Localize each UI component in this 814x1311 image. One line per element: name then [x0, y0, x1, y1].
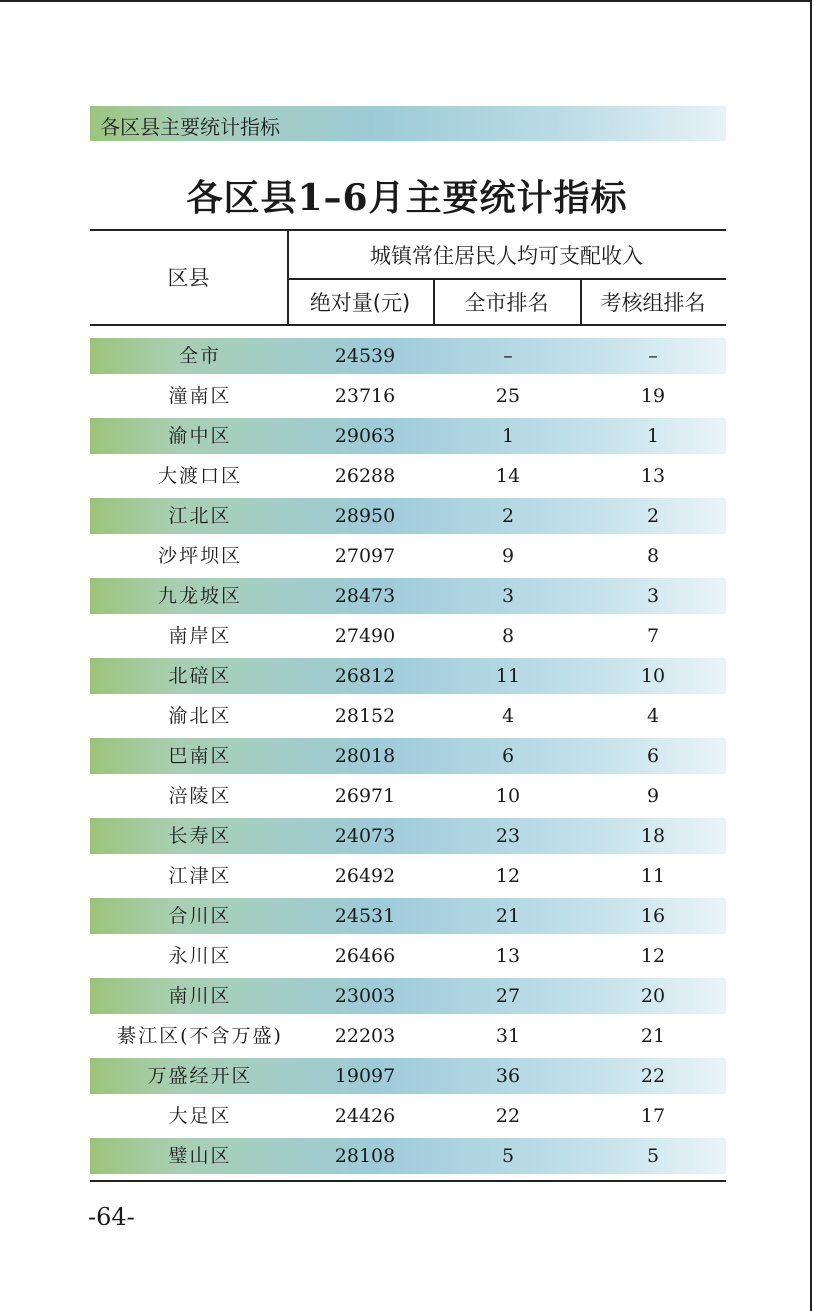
city-rank-cell: 3 [501, 585, 515, 607]
group-rank-cell: 17 [640, 1105, 666, 1127]
district-cell: 全市 [178, 345, 221, 367]
group-rank-cell: 5 [646, 1145, 660, 1167]
value-cell: 27097 [334, 545, 396, 567]
group-rank-cell: 9 [646, 785, 660, 807]
value-cell: 24426 [334, 1105, 396, 1127]
value-cell: 26288 [334, 465, 396, 487]
city-rank-cell: 21 [495, 905, 521, 927]
table-row [90, 538, 726, 574]
district-cell: 南川区 [168, 985, 232, 1007]
section-banner-label: 各区县主要统计指标 [100, 115, 280, 139]
value-cell: 24539 [334, 345, 396, 367]
district-cell: 南岸区 [168, 625, 232, 647]
value-cell: 28018 [334, 745, 396, 767]
group-rank-cell: 7 [646, 625, 660, 647]
header-group-rank: 考核组排名 [600, 291, 706, 315]
table-row [90, 618, 726, 654]
district-cell: 潼南区 [168, 385, 232, 407]
city-rank-cell: 9 [501, 545, 515, 567]
district-cell: 綦江区(不含万盛) [117, 1025, 283, 1047]
table-row [90, 458, 726, 494]
city-rank-cell: 36 [495, 1065, 521, 1087]
group-rank-cell: 13 [640, 465, 666, 487]
group-rank-cell: 4 [646, 705, 660, 727]
city-rank-cell: 12 [495, 865, 521, 887]
value-cell: 24073 [334, 825, 396, 847]
city-rank-cell: 11 [495, 665, 521, 687]
table-row [90, 938, 726, 974]
city-rank-cell: 1 [501, 425, 515, 447]
group-rank-cell: 16 [640, 905, 666, 927]
page-frame-top [0, 0, 812, 2]
table-top-rule [90, 229, 726, 231]
district-cell: 江北区 [168, 505, 232, 527]
value-cell: 26492 [334, 865, 396, 887]
district-cell: 大渡口区 [157, 465, 242, 487]
district-cell: 九龙坡区 [157, 585, 242, 607]
city-rank-cell: 23 [495, 825, 521, 847]
group-rank-cell: 1 [646, 425, 660, 447]
group-rank-cell: 18 [640, 825, 666, 847]
page-number: -64- [88, 1203, 135, 1231]
city-rank-cell: 6 [501, 745, 515, 767]
value-cell: 19097 [334, 1065, 396, 1087]
group-rank-cell: – [648, 345, 658, 367]
table-row [90, 898, 726, 934]
table-row [90, 978, 726, 1014]
group-rank-cell: 22 [640, 1065, 666, 1087]
value-cell: 27490 [334, 625, 396, 647]
value-cell: 22203 [334, 1025, 396, 1047]
table-row [90, 818, 726, 854]
value-cell: 26812 [334, 665, 396, 687]
district-cell: 涪陵区 [168, 785, 232, 807]
table-bottom-rule [90, 1180, 726, 1182]
table-row [90, 1058, 726, 1094]
page-title: 各区县1–6月主要统计指标 [186, 177, 628, 219]
city-rank-cell: 14 [495, 465, 521, 487]
city-rank-cell: 10 [495, 785, 521, 807]
district-cell: 沙坪坝区 [157, 545, 242, 567]
group-rank-cell: 10 [640, 665, 666, 687]
city-rank-cell: 27 [495, 985, 521, 1007]
value-cell: 28473 [334, 585, 396, 607]
header-city-rank: 全市排名 [464, 291, 549, 315]
value-cell: 23003 [334, 985, 396, 1007]
district-cell: 北碚区 [168, 665, 232, 687]
city-rank-cell: 31 [495, 1025, 521, 1047]
district-cell: 永川区 [168, 945, 232, 967]
group-rank-cell: 8 [646, 545, 660, 567]
table-row [90, 418, 726, 454]
group-rank-cell: 19 [640, 385, 666, 407]
city-rank-cell: 13 [495, 945, 521, 967]
table-row [90, 1138, 726, 1174]
group-rank-cell: 20 [640, 985, 666, 1007]
group-rank-cell: 12 [640, 945, 666, 967]
district-cell: 合川区 [168, 905, 232, 927]
group-rank-cell: 2 [646, 505, 660, 527]
header-group: 城镇常住居民人均可支配收入 [370, 244, 643, 268]
table-row [90, 858, 726, 894]
district-cell: 璧山区 [168, 1145, 232, 1167]
table-row [90, 578, 726, 614]
group-rank-cell: 3 [646, 585, 660, 607]
group-rank-cell: 11 [640, 865, 666, 887]
city-rank-cell: – [503, 345, 513, 367]
district-cell: 渝中区 [168, 425, 232, 447]
district-cell: 渝北区 [168, 705, 232, 727]
table-row [90, 778, 726, 814]
header-absolute-value: 绝对量(元) [309, 291, 411, 315]
value-cell: 28152 [334, 705, 396, 727]
table-row [90, 1098, 726, 1134]
city-rank-cell: 4 [501, 705, 515, 727]
group-rank-cell: 21 [640, 1025, 666, 1047]
table-row [90, 378, 726, 414]
district-cell: 巴南区 [168, 745, 232, 767]
table-row [90, 338, 726, 374]
header-bottom-rule [90, 324, 726, 326]
value-cell: 28108 [334, 1145, 396, 1167]
value-cell: 29063 [334, 425, 396, 447]
header-district: 区县 [167, 266, 210, 290]
city-rank-cell: 2 [501, 505, 515, 527]
city-rank-cell: 25 [495, 385, 521, 407]
group-rank-cell: 6 [646, 745, 660, 767]
table-row [90, 738, 726, 774]
value-cell: 26466 [334, 945, 396, 967]
table-row [90, 1018, 726, 1054]
value-cell: 24531 [334, 905, 396, 927]
city-rank-cell: 22 [495, 1105, 521, 1127]
table-row [90, 698, 726, 734]
section-banner [90, 106, 726, 141]
district-cell: 江津区 [168, 865, 232, 887]
district-cell: 长寿区 [168, 825, 232, 847]
table-row [90, 658, 726, 694]
city-rank-cell: 8 [501, 625, 515, 647]
header-mid-rule [287, 278, 726, 280]
value-cell: 26971 [334, 785, 396, 807]
district-cell: 大足区 [168, 1105, 232, 1127]
district-cell: 万盛经开区 [147, 1065, 253, 1087]
city-rank-cell: 5 [501, 1145, 515, 1167]
value-cell: 23716 [334, 385, 396, 407]
value-cell: 28950 [334, 505, 396, 527]
table-row [90, 498, 726, 534]
